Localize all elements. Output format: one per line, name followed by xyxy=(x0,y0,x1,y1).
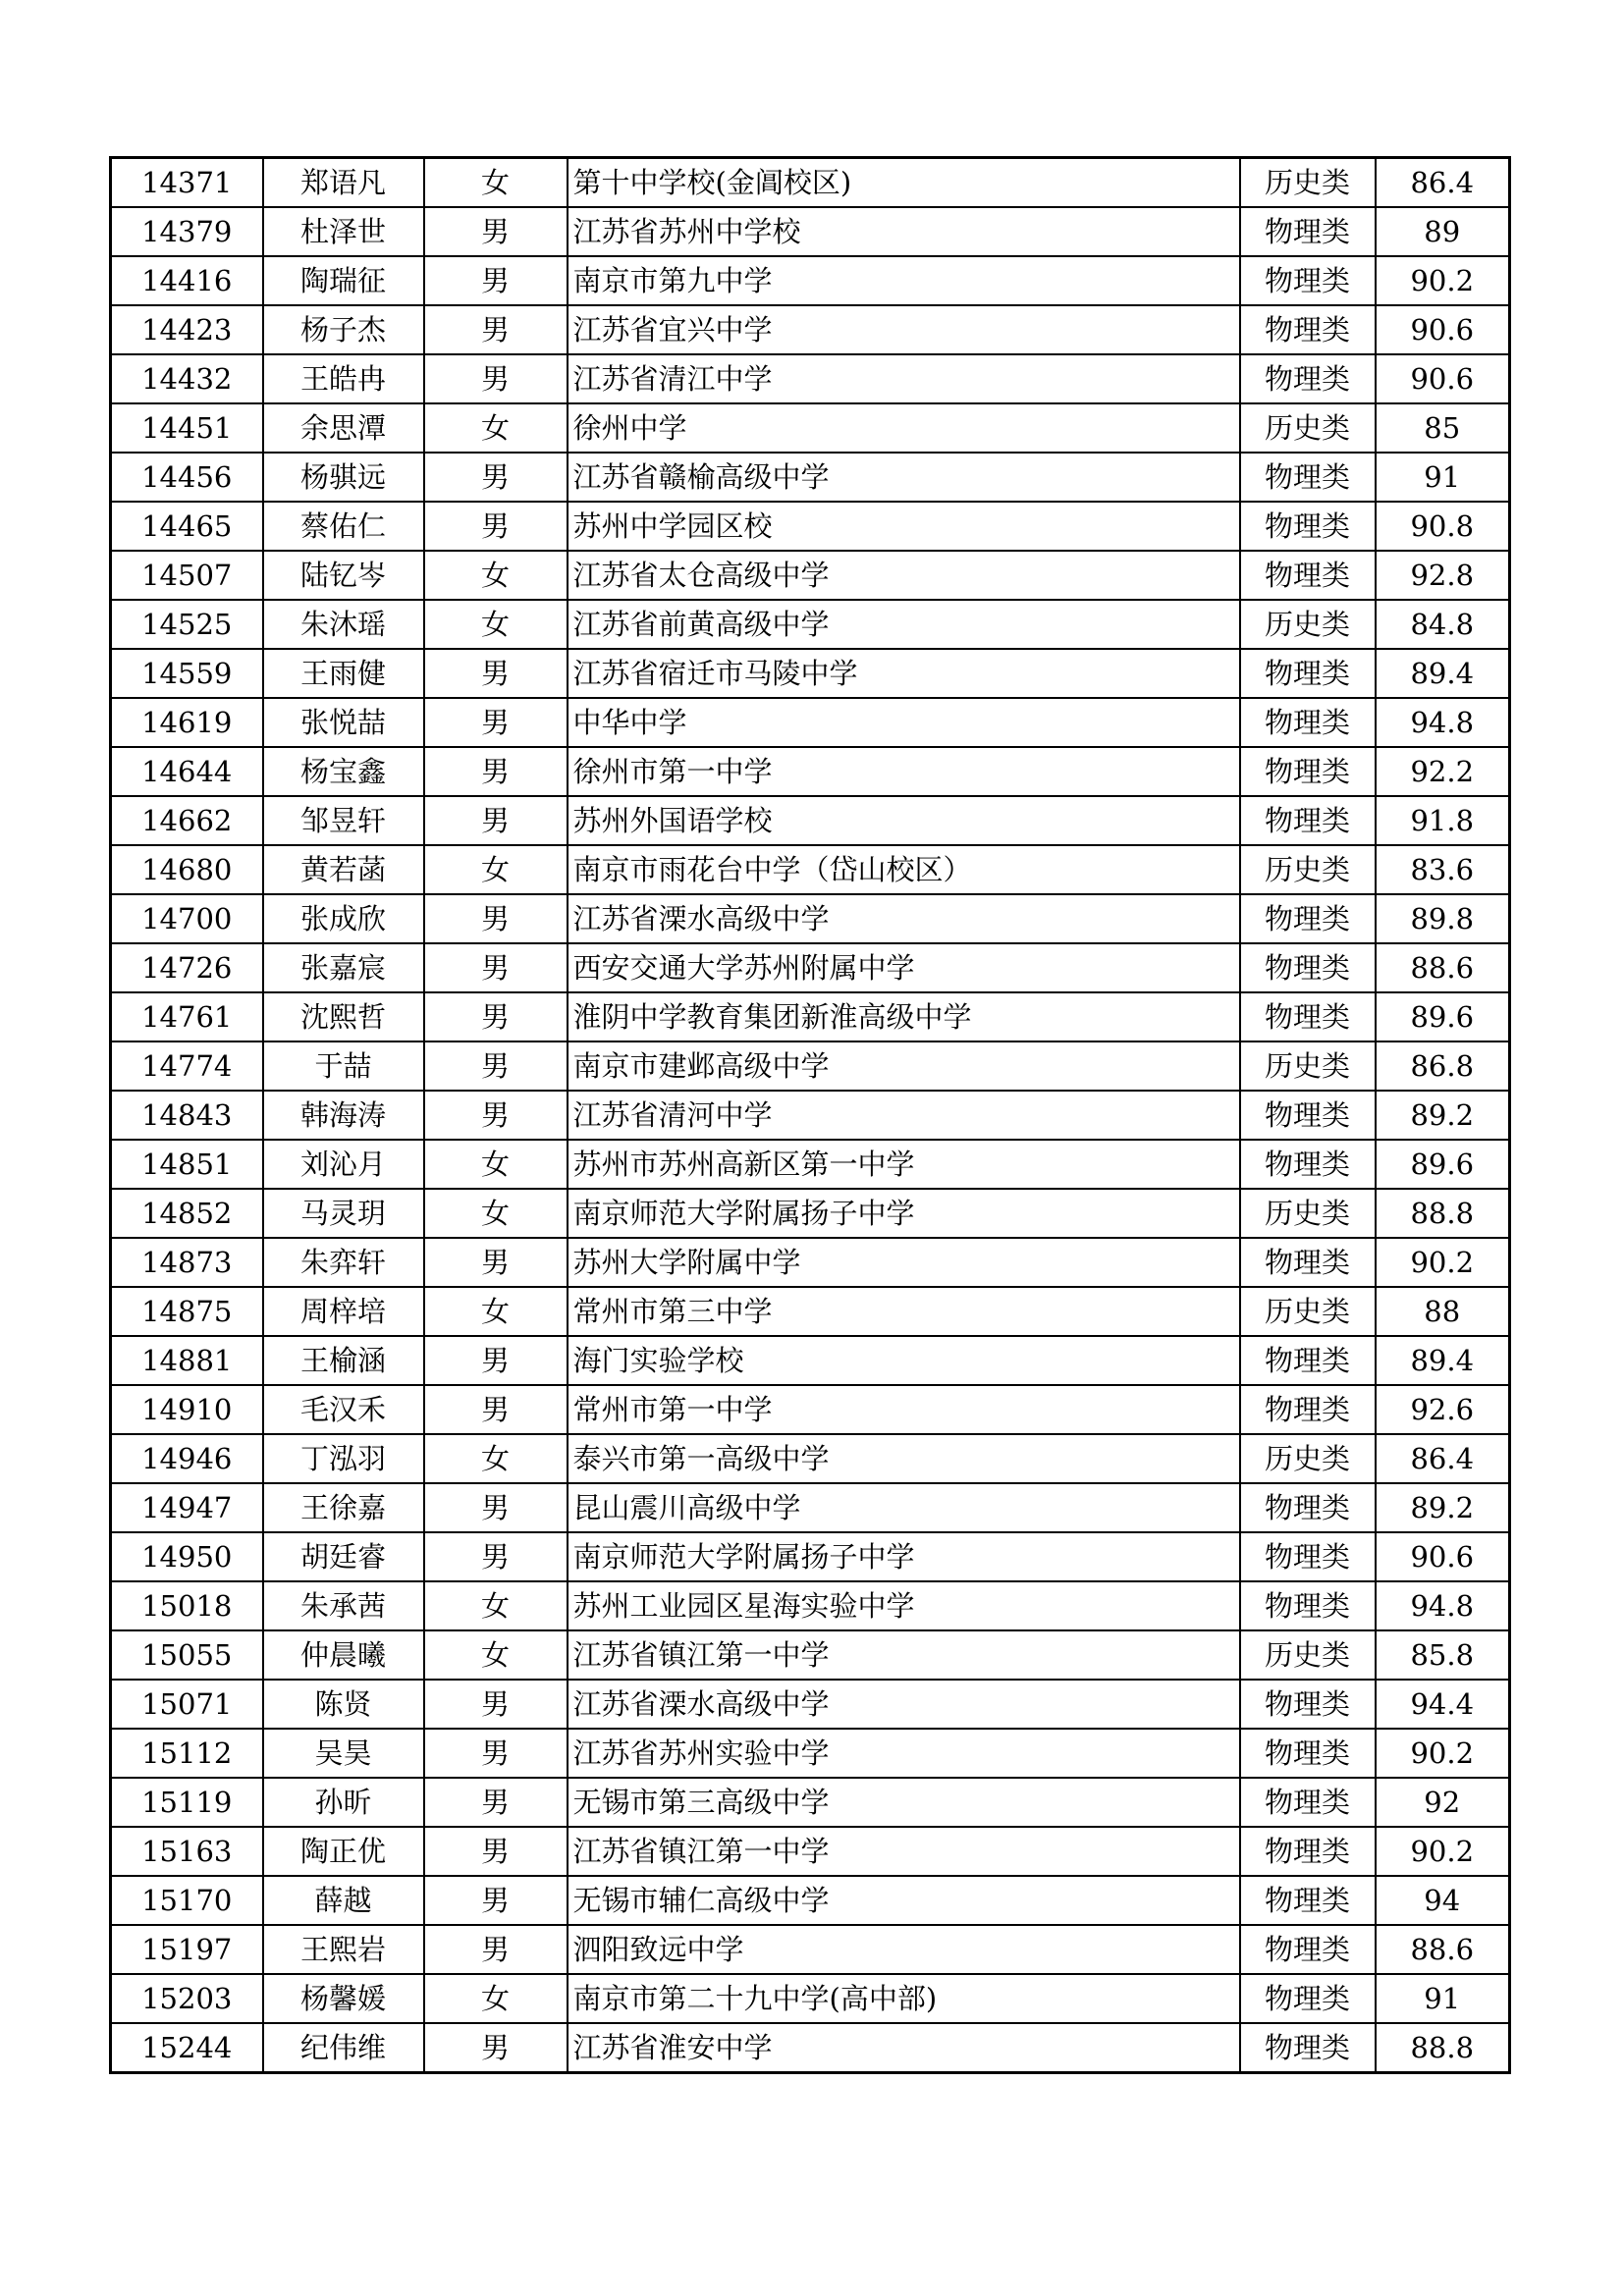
gender-cell: 男 xyxy=(424,747,568,796)
gender-cell: 男 xyxy=(424,1336,568,1385)
table-row xyxy=(111,600,1510,649)
table-row xyxy=(111,1630,1510,1680)
school-cell: 第十中学校(金阊校区) xyxy=(568,158,1240,208)
student-name-cell: 薛越 xyxy=(263,1876,424,1925)
subject-track-cell: 物理类 xyxy=(1240,698,1376,747)
student-name-cell: 朱承茜 xyxy=(263,1581,424,1630)
score-cell: 89.2 xyxy=(1376,1483,1510,1532)
score-cell: 88.8 xyxy=(1376,1189,1510,1238)
score-cell: 90.2 xyxy=(1376,1729,1510,1778)
student-name-cell: 黄若菡 xyxy=(263,845,424,894)
subject-track-cell: 物理类 xyxy=(1240,1925,1376,1974)
subject-track-cell: 物理类 xyxy=(1240,992,1376,1041)
student-score-table xyxy=(109,156,1511,2074)
student-name-cell: 韩海涛 xyxy=(263,1091,424,1140)
subject-track-cell: 历史类 xyxy=(1240,600,1376,649)
table-row xyxy=(111,747,1510,796)
candidate-id-cell: 14761 xyxy=(111,992,263,1041)
score-cell: 92 xyxy=(1376,1778,1510,1827)
school-cell: 西安交通大学苏州附属中学 xyxy=(568,943,1240,992)
table-row xyxy=(111,1680,1510,1729)
subject-track-cell: 历史类 xyxy=(1240,158,1376,208)
gender-cell: 女 xyxy=(424,1434,568,1483)
gender-cell: 男 xyxy=(424,698,568,747)
candidate-id-cell: 15119 xyxy=(111,1778,263,1827)
school-cell: 泰兴市第一高级中学 xyxy=(568,1434,1240,1483)
table-row xyxy=(111,1974,1510,2023)
school-cell: 江苏省镇江第一中学 xyxy=(568,1630,1240,1680)
student-name-cell: 朱弈轩 xyxy=(263,1238,424,1287)
school-cell: 南京市第二十九中学(高中部) xyxy=(568,1974,1240,2023)
score-cell: 89.4 xyxy=(1376,649,1510,698)
candidate-id-cell: 14507 xyxy=(111,551,263,600)
score-cell: 94 xyxy=(1376,1876,1510,1925)
table-row xyxy=(111,1827,1510,1876)
subject-track-cell: 物理类 xyxy=(1240,1483,1376,1532)
student-name-cell: 张嘉宸 xyxy=(263,943,424,992)
school-cell: 南京市雨花台中学（岱山校区） xyxy=(568,845,1240,894)
student-name-cell: 余思潭 xyxy=(263,403,424,453)
school-cell: 南京师范大学附属扬子中学 xyxy=(568,1532,1240,1581)
school-cell: 淮阴中学教育集团新淮高级中学 xyxy=(568,992,1240,1041)
candidate-id-cell: 14875 xyxy=(111,1287,263,1336)
score-cell: 85 xyxy=(1376,403,1510,453)
candidate-id-cell: 14416 xyxy=(111,256,263,305)
table-row xyxy=(111,845,1510,894)
subject-track-cell: 物理类 xyxy=(1240,1385,1376,1434)
table-row xyxy=(111,305,1510,354)
gender-cell: 男 xyxy=(424,1041,568,1091)
student-name-cell: 杜泽世 xyxy=(263,207,424,256)
candidate-id-cell: 15112 xyxy=(111,1729,263,1778)
gender-cell: 男 xyxy=(424,207,568,256)
table-row xyxy=(111,1483,1510,1532)
subject-track-cell: 物理类 xyxy=(1240,502,1376,551)
table-row xyxy=(111,2023,1510,2073)
score-cell: 92.6 xyxy=(1376,1385,1510,1434)
school-cell: 南京市建邺高级中学 xyxy=(568,1041,1240,1091)
school-cell: 苏州外国语学校 xyxy=(568,796,1240,845)
table-row xyxy=(111,207,1510,256)
gender-cell: 男 xyxy=(424,796,568,845)
table-row xyxy=(111,796,1510,845)
school-cell: 江苏省宜兴中学 xyxy=(568,305,1240,354)
table-row xyxy=(111,256,1510,305)
school-cell: 苏州大学附属中学 xyxy=(568,1238,1240,1287)
school-cell: 江苏省苏州实验中学 xyxy=(568,1729,1240,1778)
table-row xyxy=(111,1336,1510,1385)
table-row xyxy=(111,1532,1510,1581)
candidate-id-cell: 15018 xyxy=(111,1581,263,1630)
candidate-id-cell: 14843 xyxy=(111,1091,263,1140)
gender-cell: 男 xyxy=(424,1778,568,1827)
school-cell: 中华中学 xyxy=(568,698,1240,747)
score-cell: 94.8 xyxy=(1376,698,1510,747)
candidate-id-cell: 14371 xyxy=(111,158,263,208)
table-row xyxy=(111,1581,1510,1630)
gender-cell: 男 xyxy=(424,354,568,403)
school-cell: 常州市第一中学 xyxy=(568,1385,1240,1434)
school-cell: 江苏省宿迁市马陵中学 xyxy=(568,649,1240,698)
score-cell: 90.2 xyxy=(1376,256,1510,305)
candidate-id-cell: 14662 xyxy=(111,796,263,845)
score-cell: 91 xyxy=(1376,453,1510,502)
school-cell: 苏州工业园区星海实验中学 xyxy=(568,1581,1240,1630)
subject-track-cell: 物理类 xyxy=(1240,1974,1376,2023)
candidate-id-cell: 15071 xyxy=(111,1680,263,1729)
gender-cell: 男 xyxy=(424,2023,568,2073)
student-name-cell: 邹昱轩 xyxy=(263,796,424,845)
gender-cell: 男 xyxy=(424,502,568,551)
score-cell: 88.8 xyxy=(1376,2023,1510,2073)
student-name-cell: 纪伟维 xyxy=(263,2023,424,2073)
table-row xyxy=(111,1729,1510,1778)
subject-track-cell: 历史类 xyxy=(1240,845,1376,894)
student-name-cell: 王榆涵 xyxy=(263,1336,424,1385)
school-cell: 江苏省溧水高级中学 xyxy=(568,1680,1240,1729)
table-row xyxy=(111,1238,1510,1287)
table-row xyxy=(111,992,1510,1041)
school-cell: 江苏省太仓高级中学 xyxy=(568,551,1240,600)
table-row xyxy=(111,943,1510,992)
subject-track-cell: 物理类 xyxy=(1240,1729,1376,1778)
score-cell: 89.6 xyxy=(1376,1140,1510,1189)
subject-track-cell: 物理类 xyxy=(1240,1532,1376,1581)
candidate-id-cell: 15055 xyxy=(111,1630,263,1680)
table-row xyxy=(111,158,1510,208)
school-cell: 无锡市第三高级中学 xyxy=(568,1778,1240,1827)
gender-cell: 女 xyxy=(424,158,568,208)
candidate-id-cell: 14465 xyxy=(111,502,263,551)
student-name-cell: 蔡佑仁 xyxy=(263,502,424,551)
student-name-cell: 王皓冉 xyxy=(263,354,424,403)
student-name-cell: 周梓培 xyxy=(263,1287,424,1336)
gender-cell: 男 xyxy=(424,453,568,502)
school-cell: 江苏省清江中学 xyxy=(568,354,1240,403)
subject-track-cell: 历史类 xyxy=(1240,1287,1376,1336)
candidate-id-cell: 14946 xyxy=(111,1434,263,1483)
candidate-id-cell: 14851 xyxy=(111,1140,263,1189)
candidate-id-cell: 14910 xyxy=(111,1385,263,1434)
subject-track-cell: 物理类 xyxy=(1240,256,1376,305)
table-row xyxy=(111,403,1510,453)
subject-track-cell: 物理类 xyxy=(1240,1680,1376,1729)
table-body xyxy=(111,158,1510,2073)
subject-track-cell: 物理类 xyxy=(1240,943,1376,992)
gender-cell: 男 xyxy=(424,894,568,943)
school-cell: 昆山震川高级中学 xyxy=(568,1483,1240,1532)
subject-track-cell: 物理类 xyxy=(1240,453,1376,502)
score-cell: 90.2 xyxy=(1376,1827,1510,1876)
student-name-cell: 杨子杰 xyxy=(263,305,424,354)
student-name-cell: 王徐嘉 xyxy=(263,1483,424,1532)
candidate-id-cell: 14559 xyxy=(111,649,263,698)
candidate-id-cell: 14873 xyxy=(111,1238,263,1287)
candidate-id-cell: 14881 xyxy=(111,1336,263,1385)
candidate-id-cell: 14852 xyxy=(111,1189,263,1238)
score-cell: 91.8 xyxy=(1376,796,1510,845)
gender-cell: 女 xyxy=(424,403,568,453)
school-cell: 江苏省苏州中学校 xyxy=(568,207,1240,256)
candidate-id-cell: 15163 xyxy=(111,1827,263,1876)
candidate-id-cell: 14950 xyxy=(111,1532,263,1581)
score-cell: 89.8 xyxy=(1376,894,1510,943)
table-row xyxy=(111,1140,1510,1189)
gender-cell: 女 xyxy=(424,845,568,894)
candidate-id-cell: 14423 xyxy=(111,305,263,354)
student-name-cell: 张成欣 xyxy=(263,894,424,943)
gender-cell: 男 xyxy=(424,1238,568,1287)
gender-cell: 男 xyxy=(424,992,568,1041)
score-cell: 89.6 xyxy=(1376,992,1510,1041)
score-cell: 92.8 xyxy=(1376,551,1510,600)
gender-cell: 男 xyxy=(424,1876,568,1925)
school-cell: 江苏省赣榆高级中学 xyxy=(568,453,1240,502)
school-cell: 江苏省溧水高级中学 xyxy=(568,894,1240,943)
gender-cell: 女 xyxy=(424,1974,568,2023)
subject-track-cell: 物理类 xyxy=(1240,1238,1376,1287)
candidate-id-cell: 14680 xyxy=(111,845,263,894)
gender-cell: 女 xyxy=(424,1140,568,1189)
subject-track-cell: 历史类 xyxy=(1240,403,1376,453)
school-cell: 苏州市苏州高新区第一中学 xyxy=(568,1140,1240,1189)
student-name-cell: 陶瑞征 xyxy=(263,256,424,305)
gender-cell: 男 xyxy=(424,943,568,992)
table-row xyxy=(111,649,1510,698)
subject-track-cell: 物理类 xyxy=(1240,2023,1376,2073)
score-cell: 92.2 xyxy=(1376,747,1510,796)
score-cell: 90.6 xyxy=(1376,354,1510,403)
gender-cell: 女 xyxy=(424,600,568,649)
student-name-cell: 刘沁月 xyxy=(263,1140,424,1189)
subject-track-cell: 物理类 xyxy=(1240,1778,1376,1827)
student-name-cell: 孙昕 xyxy=(263,1778,424,1827)
subject-track-cell: 物理类 xyxy=(1240,207,1376,256)
school-cell: 江苏省前黄高级中学 xyxy=(568,600,1240,649)
school-cell: 江苏省清河中学 xyxy=(568,1091,1240,1140)
student-name-cell: 于喆 xyxy=(263,1041,424,1091)
table-row xyxy=(111,1876,1510,1925)
candidate-id-cell: 14379 xyxy=(111,207,263,256)
score-cell: 89.4 xyxy=(1376,1336,1510,1385)
score-cell: 94.4 xyxy=(1376,1680,1510,1729)
table-row xyxy=(111,551,1510,600)
table-row xyxy=(111,1778,1510,1827)
school-cell: 南京市第九中学 xyxy=(568,256,1240,305)
school-cell: 无锡市辅仁高级中学 xyxy=(568,1876,1240,1925)
school-cell: 徐州市第一中学 xyxy=(568,747,1240,796)
score-cell: 85.8 xyxy=(1376,1630,1510,1680)
table-row xyxy=(111,1091,1510,1140)
student-name-cell: 朱沐瑶 xyxy=(263,600,424,649)
subject-track-cell: 物理类 xyxy=(1240,649,1376,698)
student-name-cell: 杨馨媛 xyxy=(263,1974,424,2023)
candidate-id-cell: 15170 xyxy=(111,1876,263,1925)
school-cell: 海门实验学校 xyxy=(568,1336,1240,1385)
gender-cell: 女 xyxy=(424,551,568,600)
subject-track-cell: 历史类 xyxy=(1240,1434,1376,1483)
subject-track-cell: 物理类 xyxy=(1240,1091,1376,1140)
subject-track-cell: 物理类 xyxy=(1240,796,1376,845)
subject-track-cell: 物理类 xyxy=(1240,1336,1376,1385)
score-cell: 94.8 xyxy=(1376,1581,1510,1630)
table-row xyxy=(111,1287,1510,1336)
school-cell: 徐州中学 xyxy=(568,403,1240,453)
school-cell: 南京师范大学附属扬子中学 xyxy=(568,1189,1240,1238)
table-row xyxy=(111,354,1510,403)
student-name-cell: 王熙岩 xyxy=(263,1925,424,1974)
student-name-cell: 陆钇岑 xyxy=(263,551,424,600)
candidate-id-cell: 14774 xyxy=(111,1041,263,1091)
score-cell: 90.8 xyxy=(1376,502,1510,551)
score-cell: 90.6 xyxy=(1376,305,1510,354)
candidate-id-cell: 14644 xyxy=(111,747,263,796)
gender-cell: 男 xyxy=(424,1385,568,1434)
subject-track-cell: 物理类 xyxy=(1240,894,1376,943)
candidate-id-cell: 14726 xyxy=(111,943,263,992)
gender-cell: 男 xyxy=(424,1483,568,1532)
subject-track-cell: 物理类 xyxy=(1240,305,1376,354)
score-cell: 89.2 xyxy=(1376,1091,1510,1140)
gender-cell: 男 xyxy=(424,649,568,698)
score-cell: 86.4 xyxy=(1376,158,1510,208)
candidate-id-cell: 14456 xyxy=(111,453,263,502)
gender-cell: 女 xyxy=(424,1189,568,1238)
school-cell: 常州市第三中学 xyxy=(568,1287,1240,1336)
subject-track-cell: 历史类 xyxy=(1240,1189,1376,1238)
subject-track-cell: 物理类 xyxy=(1240,1140,1376,1189)
student-name-cell: 毛汉禾 xyxy=(263,1385,424,1434)
candidate-id-cell: 14619 xyxy=(111,698,263,747)
candidate-id-cell: 14947 xyxy=(111,1483,263,1532)
student-name-cell: 吴昊 xyxy=(263,1729,424,1778)
score-cell: 83.6 xyxy=(1376,845,1510,894)
table-row xyxy=(111,1041,1510,1091)
subject-track-cell: 历史类 xyxy=(1240,1630,1376,1680)
student-name-cell: 沈熙哲 xyxy=(263,992,424,1041)
subject-track-cell: 物理类 xyxy=(1240,1827,1376,1876)
student-name-cell: 陈贤 xyxy=(263,1680,424,1729)
candidate-id-cell: 14451 xyxy=(111,403,263,453)
table-row xyxy=(111,1434,1510,1483)
candidate-id-cell: 15197 xyxy=(111,1925,263,1974)
student-name-cell: 杨宝鑫 xyxy=(263,747,424,796)
student-name-cell: 马灵玥 xyxy=(263,1189,424,1238)
candidate-id-cell: 14432 xyxy=(111,354,263,403)
school-cell: 泗阳致远中学 xyxy=(568,1925,1240,1974)
score-cell: 88 xyxy=(1376,1287,1510,1336)
student-name-cell: 陶正优 xyxy=(263,1827,424,1876)
subject-track-cell: 物理类 xyxy=(1240,747,1376,796)
school-cell: 苏州中学园区校 xyxy=(568,502,1240,551)
gender-cell: 男 xyxy=(424,305,568,354)
candidate-id-cell: 15203 xyxy=(111,1974,263,2023)
table-row xyxy=(111,1385,1510,1434)
score-cell: 86.8 xyxy=(1376,1041,1510,1091)
gender-cell: 男 xyxy=(424,1925,568,1974)
student-name-cell: 丁泓羽 xyxy=(263,1434,424,1483)
subject-track-cell: 物理类 xyxy=(1240,551,1376,600)
table-row xyxy=(111,1925,1510,1974)
score-cell: 91 xyxy=(1376,1974,1510,2023)
student-name-cell: 杨骐远 xyxy=(263,453,424,502)
school-cell: 江苏省淮安中学 xyxy=(568,2023,1240,2073)
gender-cell: 男 xyxy=(424,1827,568,1876)
score-cell: 90.6 xyxy=(1376,1532,1510,1581)
candidate-id-cell: 15244 xyxy=(111,2023,263,2073)
table-row xyxy=(111,502,1510,551)
subject-track-cell: 历史类 xyxy=(1240,1041,1376,1091)
table-row xyxy=(111,894,1510,943)
table-row xyxy=(111,453,1510,502)
student-name-cell: 郑语凡 xyxy=(263,158,424,208)
subject-track-cell: 物理类 xyxy=(1240,1581,1376,1630)
score-cell: 88.6 xyxy=(1376,1925,1510,1974)
school-cell: 江苏省镇江第一中学 xyxy=(568,1827,1240,1876)
gender-cell: 男 xyxy=(424,256,568,305)
student-name-cell: 王雨健 xyxy=(263,649,424,698)
gender-cell: 女 xyxy=(424,1287,568,1336)
gender-cell: 女 xyxy=(424,1581,568,1630)
score-cell: 89 xyxy=(1376,207,1510,256)
student-name-cell: 胡廷睿 xyxy=(263,1532,424,1581)
score-cell: 84.8 xyxy=(1376,600,1510,649)
table-row xyxy=(111,1189,1510,1238)
gender-cell: 男 xyxy=(424,1680,568,1729)
score-cell: 90.2 xyxy=(1376,1238,1510,1287)
score-cell: 88.6 xyxy=(1376,943,1510,992)
table-row xyxy=(111,698,1510,747)
subject-track-cell: 物理类 xyxy=(1240,1876,1376,1925)
student-name-cell: 张悦喆 xyxy=(263,698,424,747)
candidate-id-cell: 14525 xyxy=(111,600,263,649)
student-name-cell: 仲晨曦 xyxy=(263,1630,424,1680)
score-cell: 86.4 xyxy=(1376,1434,1510,1483)
gender-cell: 男 xyxy=(424,1091,568,1140)
gender-cell: 男 xyxy=(424,1729,568,1778)
candidate-id-cell: 14700 xyxy=(111,894,263,943)
gender-cell: 男 xyxy=(424,1532,568,1581)
gender-cell: 女 xyxy=(424,1630,568,1680)
subject-track-cell: 物理类 xyxy=(1240,354,1376,403)
